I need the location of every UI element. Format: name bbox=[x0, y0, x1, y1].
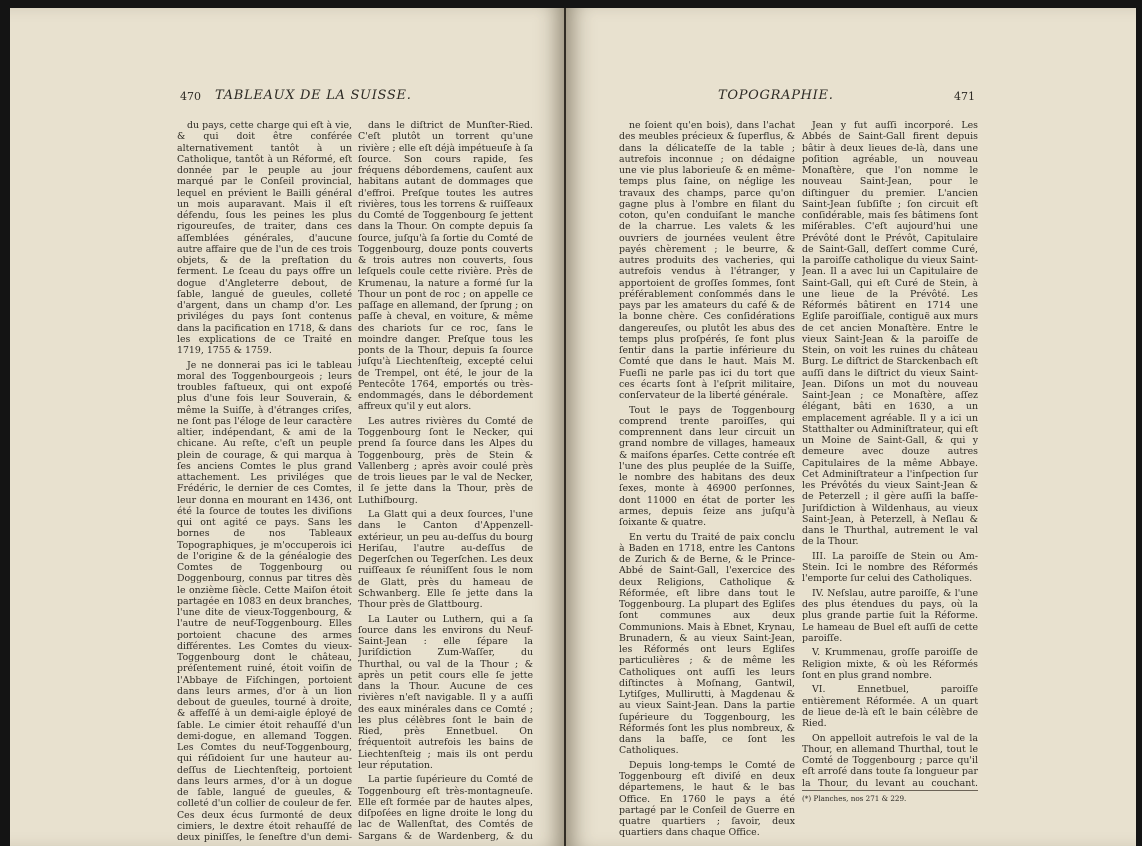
paragraph: III. La paroiſſe de Stein ou Am-Stein. Ici le nombre des Réformés l'emporte ſur celui des Catholiques. bbox=[802, 550, 978, 585]
text-column-right-2 bbox=[802, 120, 978, 788]
paragraph: Je ne donnerai pas ici le tableau moral des Toggenbourgeois ; leurs troubles faſtueux, qui ont expoſé plus d'une fois leur Souverain, & même la Suiſſe, à d'étranges criſes, ne ſont pas l'éloge de leur caractère altier, indépendant, & ami de la chicane. Au reſte, c'eſt un peuple plein de courage, & qui marqua à ſes anciens Comtes le plus grand attachement. Les priviléges que Frédéric, le dernier de ces Comtes, leur donna en mourant en 1436, ont été la ſource de toutes les diviſions qui ont agité ce pays. Sans les bornes de nos Tableaux Topographiques, je m'occuperois ici de l'origine & de la généalogie des Comtes de Toggenbourg ou Doggenbourg, connus par titres dès le onzième ſiècle. Cette Maiſon étoit partagée en 1083 en deux branches, l'une dite de vieux-Toggenbourg, & l'autre de neuf-Toggenbourg. Elles portoient chacune des armes différentes. Les Comtes du vieux-Toggenbourg dont le château, préſentement ruiné, étoit voiſin de l'Abbaye de Fiſchingen, portoient dans leurs armes, d'or à un lion debout de gueules, tourné à droite, & affeſſé à un demi-aigle éployé de ſable. Le cimier étoit rehauſſé d'un demi-dogue, en allemand Toggen. Les Comtes du neuf-Toggenbourg, qui réſidoient ſur une hauteur au-deſſus de Liechtenſteig, portoient dans leurs armes, d'or à un dogue de ſable, langué de gueules, & colleté d'un collier de couleur de fer. Ces deux écus ſurmonté de deux cimiers, le dextre étoit rehauſſé de deux piniſſes, le ſeneſtre d'un demi- bbox=[177, 359, 352, 842]
paragraph: IV. Neſslau, autre paroiſſe, & l'une des plus étendues du pays, où la plus grande partie ſuit la Réforme. Le hameau de Buel eſt auſſi de cette paroiſſe. bbox=[802, 587, 978, 644]
text-column-right-1 bbox=[619, 120, 795, 842]
paragraph: Depuis long-temps le Comté de Toggenbourg eſt diviſé en deux départemens, le haut & le bas Office. En 1760 le pays a été partagé par le Conſeil de Guerre en quatre quartiers ; ſavoir, deux quartiers dans chaque Office. bbox=[619, 759, 795, 839]
paragraph: La Glatt qui a deux ſources, l'une dans le Canton d'Appenzell-extérieur, un peu au-deſſus du bourg Heriſau, l'autre au-deſſus de Degerſchen ou Tegerſchen. Les deux ruiſſeaux ſe réuniſſent ſous le nom de Glatt, près du hameau de Schwanberg. Elle ſe jette dans la Thour près de Glattbourg. bbox=[358, 509, 533, 611]
text-column-left-2 bbox=[358, 120, 533, 842]
footnote: (*) Planches, nos 271 & 229. bbox=[802, 794, 907, 803]
paragraph: La partie ſupérieure du Comté de Toggenbourg eſt très-montagneuſe. Elle eſt formée par de hautes alpes, diſpoſées en ligne droite le long du lac de Wallenſtat, des Comtés de Sargans & de Wardenberg, & du bbox=[358, 774, 533, 842]
right-page bbox=[566, 8, 1136, 846]
paragraph: dans le diſtrict de Munſter-Ried. C'eſt plutôt un torrent qu'une rivière ; elle eſt déjà impétueuſe à ſa ſource. Son cours rapide, ſes fréquens débordemens, cauſent aux habitans autant de dommages que d'effroi. Preſque toutes les autres rivières, tous les torrens & ruiſſeaux du Comté de Toggenbourg ſe jettent dans la Thour. On compte depuis ſa ſource, juſqu'à ſa ſortie du Comté de Toggenbourg, douze ponts couverts & trois autres non couverts, ſous leſquels coule cette rivière. Près de Krumenau, la nature a formé ſur la Thour un pont de roc ; on appelle ce paſſage en allemand, der ſprung ; on paſſe à cheval, en voiture, & même des chariots ſur ce roc, ſans le moindre danger. Preſque tous les ponts de la Thour, depuis ſa ſource juſqu'à Liechtenſteig, excepté celui de Trempel, ont été, le jour de la Pentecôte 1764, emportés ou très-endommagés, dans le débordement affreux qu'il y eut alors. bbox=[358, 120, 533, 413]
paragraph: En vertu du Traité de paix conclu à Baden en 1718, entre les Cantons de Zurich & de Berne, & le Prince-Abbé de Saint-Gall, l'exercice des deux Religions, Catholique & Réformée, eſt libre dans tout le Toggenbourg. La plupart des Egliſes ſont communes aux deux Communions. Mais à Ebnet, Krynau, Brunadern, & au vieux Saint-Jean, les Réformés ont leurs Egliſes particulières ; & de même les Catholiques ont auſſi les leurs diſtinctes à Moſnang, Gantwil, Lytiſges, Mullirutti, à Magdenau & au vieux Saint-Jean. Dans la partie ſupérieure du Toggenbourg, les Réformés ſont les plus nombreux, & dans la baſſe, ce ſont les Catholiques. bbox=[619, 531, 795, 757]
paragraph: On appelloit autrefois le val de la Thour, en allemand Thurthal, tout le Comté de Toggenbourg ; parce qu'il eſt arroſé dans toute ſa longueur par la Thour, du levant au couchant. bbox=[802, 732, 978, 788]
running-head: TOPOGRAPHIE. bbox=[718, 88, 834, 103]
page-number: 470 bbox=[180, 90, 201, 103]
paragraph: du pays, cette charge qui eſt à vie, & qui doit être conférée alternativement tantôt à un Catholique, tantôt à un Réformé, eſt donnée par le peuple au jour marqué par le Conſeil provincial, lequel en prévient le Bailli général un mois auparavant. Mais il eſt défendu, ſous les peines les plus rigoureuſes, de traiter, dans ces aſſemblées générales, d'aucune autre affaire que de l'un de ces trois objets, & de la preſtation du ferment. Le ſceau du pays offre un dogue d'Angleterre debout, de ſable, langué de gueules, colleté d'argent, dans un champ d'or. Les priviléges du pays ſont contenus dans la pacification en 1718, & dans les explications de ce Traité en 1719, 1755 & 1759. bbox=[177, 120, 352, 356]
page-number: 471 bbox=[954, 90, 975, 103]
paragraph: La Lauter ou Luthern, qui a ſa ſource dans les environs du Neuf-Saint-Jean : elle ſépare la Juriſdiction Zum-Waſſer, du Thurthal, ou val de la Thour ; & après un petit cours elle ſe jette dans la Thour. Aucune de ces rivières n'eſt navigable. Il y a auſſi des eaux minérales dans ce Comté ; les plus célèbres ſont le bain de Ried, près Ennetbuel. On fréquentoit autrefois les bains de Liechtenſteig ; mais ils ont perdu leur réputation. bbox=[358, 613, 533, 771]
text-column-left-1 bbox=[177, 120, 352, 842]
paragraph: VI. Ennetbuel, paroiſſe entièrement Réformée. A un quart de lieue de-là eſt le bain célèbre de Ried. bbox=[802, 684, 978, 730]
paragraph: Tout le pays de Toggenbourg comprend trente paroiſſes, qui comprennent dans leur circuit un grand nombre de villages, hameaux & maiſons éparſes. Cette contrée eſt l'une des plus peuplée de la Suiſſe, le nombre des habitans des deux ſexes, monte à 46900 perſonnes, dont 11000 en état de porter les armes, depuis ſeize ans juſqu'à ſoixante & quatre. bbox=[619, 404, 795, 529]
paragraph: ne ſoient qu'en bois), dans l'achat des meubles précieux & ſuperflus, & dans la délicateſſe de la table ; autrefois inconnue ; on dédaigne une vie plus laborieuſe & en même-temps plus ſaine, on néglige les travaux des champs, parce qu'on gagne plus à l'ombre en filant du coton, qu'en conduiſant le manche de la charrue. Les valets & les ouvriers de journées veulent être payés chèrement ; le beurre, & autres produits des vacheries, qui autrefois vendus à l'étranger, y apportoient de groſſes ſommes, ſont préférablement conſommés dans le pays par les amateurs du café & de la bonne chère. Ces conſidérations dangereuſes, ou plutôt les abus des temps plus proſpérés, ſe font plus ſentir dans la partie inférieure du Comté que dans le haut. Mais M. Fueſli ne parle pas ici du tort que ces écarts ſont à l'eſprit militaire, conſervateur de la liberté générale. bbox=[619, 120, 795, 401]
paragraph: Les autres rivières du Comté de Toggenbourg ſont le Necker, qui prend ſa ſource dans les Alpes du Toggenbourg, près de Stein & Vallenberg ; après avoir coulé près de trois lieues par le val de Necker, il ſe jette dans la Thour, près de Luthiſbourg. bbox=[358, 415, 533, 506]
paragraph: V. Krummenau, groſſe paroiſſe de Religion mixte, & où les Réformés ſont en plus grand nombre. bbox=[802, 647, 978, 681]
footnote-rule bbox=[802, 790, 978, 791]
running-head: TABLEAUX DE LA SUISSE. bbox=[215, 88, 412, 103]
left-page bbox=[10, 8, 564, 846]
paragraph: Jean y fut auſſi incorporé. Les Abbés de Saint-Gall firent depuis bâtir à deux lieues de-là, dans une poſition agréable, un nouveau Monaſtère, que l'on nomme le nouveau Saint-Jean, pour le diſtinguer du premier. L'ancien Saint-Jean ſubſiſte ; ſon circuit eſt conſidérable, mais ſes bâtimens ſont miſérables. C'eſt aujourd'hui une Prévôté dont le Prévôt, Capitulaire de Saint-Gall, deſſert comme Curé, la paroiſſe catholique du vieux Saint-Jean. Il a avec lui un Capitulaire de Saint-Gall, qui eſt Curé de Stein, à une lieue de la Prévôté. Les Réformés bâtirent en 1714 une Egliſe paroiſſiale, contiguë aux murs de cet ancien Monaſtère. Entre le vieux Saint-Jean & la paroiſſe de Stein, on voit les ruines du château Burg. Le diſtrict de Starckenbach eſt auſſi dans le diſtrict du vieux Saint-Jean. Diſons un mot du nouveau Saint-Jean ; ce Monaſtère, aſſez élégant, bâti en 1630, a un emplacement agréable. Il y a ici un Statthalter ou Adminiſtrateur, qui eſt un Moine de Saint-Gall, & qui y demeure avec douze autres Capitulaires de la même Abbaye. Cet Adminiſtrateur a l'inſpection ſur les Prévôtés du vieux Saint-Jean & de Peterzell ; il gère auſſi la baſſe-Juriſdiction à Wildenhaus, au vieux Saint-Jean, à Peterzell, à Neſlau & dans le Thurthal, autrement le val de la Thour. bbox=[802, 120, 978, 548]
